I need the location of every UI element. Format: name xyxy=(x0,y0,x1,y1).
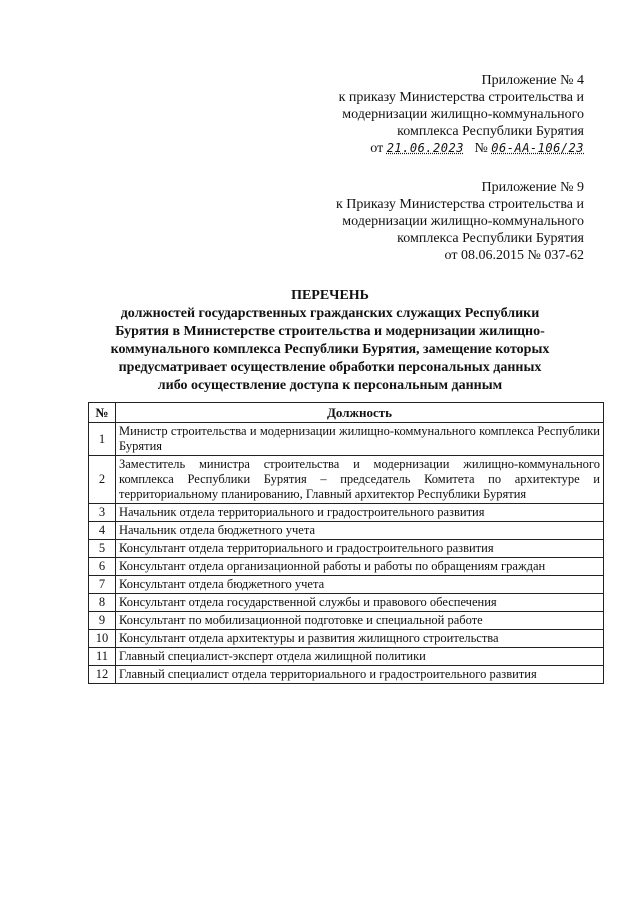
table-row xyxy=(89,630,604,648)
row-position: Заместитель министра строительства и модернизации жилищно-коммунального комплекса Республики Бурятия – председатель Комитета по архитектуре и территориальному планированию, Главный архитектор Республики Бурятия xyxy=(116,456,604,504)
row-position: Главный специалист отдела территориального и градостроительного развития xyxy=(116,666,604,684)
row-number: 10 xyxy=(89,630,116,648)
row-number: 6 xyxy=(89,558,116,576)
appendix-current-line4: комплекса Республики Бурятия xyxy=(397,124,584,139)
appendix-original-line2: к Приказу Министерства строительства и xyxy=(335,197,584,212)
title-line2: Бурятия в Министерстве строительства и модернизации жилищно- xyxy=(115,324,545,339)
row-number: 11 xyxy=(89,648,116,666)
row-position: Консультант отдела архитектуры и развития жилищного строительства xyxy=(116,630,604,648)
table-row xyxy=(89,522,604,540)
row-position: Главный специалист-эксперт отдела жилищной политики xyxy=(116,648,604,666)
row-position: Начальник отдела территориального и градостроительного развития xyxy=(116,504,604,522)
table-row xyxy=(89,558,604,576)
document-title xyxy=(80,287,580,395)
title-line4: предусматривает осуществление обработки персональных данных xyxy=(118,360,542,375)
positions-table xyxy=(88,402,604,684)
table-row xyxy=(89,423,604,456)
row-number: 12 xyxy=(89,666,116,684)
title-main: ПЕРЕЧЕНЬ xyxy=(291,288,369,303)
row-position: Министр строительства и модернизации жилищно-коммунального комплекса Республики Бурятия xyxy=(116,423,604,456)
appendix-original-line3: модернизации жилищно-коммунального xyxy=(342,214,584,229)
appendix-original-line1: Приложение № 9 xyxy=(481,180,584,195)
title-line5: либо осуществление доступа к персональным данным xyxy=(157,378,503,393)
table-row xyxy=(89,648,604,666)
appendix-current-line1: Приложение № 4 xyxy=(481,73,584,88)
row-position: Консультант отдела бюджетного учета xyxy=(116,576,604,594)
table-row xyxy=(89,612,604,630)
row-number: 7 xyxy=(89,576,116,594)
table-row xyxy=(89,576,604,594)
row-position: Консультант отдела территориального и градостроительного развития xyxy=(116,540,604,558)
row-number: 5 xyxy=(89,540,116,558)
appendix-current-line3: модернизации жилищно-коммунального xyxy=(342,107,584,122)
appendix-original xyxy=(336,179,584,264)
appendix-current-date-line xyxy=(339,140,584,157)
table-row xyxy=(89,540,604,558)
handwritten-date: 21.06.2023 xyxy=(386,141,464,155)
row-position: Консультант по мобилизационной подготовке и специальной работе xyxy=(116,612,604,630)
row-number: 9 xyxy=(89,612,116,630)
row-number: 1 xyxy=(89,423,116,456)
appendix-current xyxy=(339,72,584,157)
appendix-original-line4: комплекса Республики Бурятия xyxy=(397,231,584,246)
table-row xyxy=(89,594,604,612)
row-number: 4 xyxy=(89,522,116,540)
header-number: № xyxy=(89,403,116,423)
row-position: Начальник отдела бюджетного учета xyxy=(116,522,604,540)
appendix-original-line5: от 08.06.2015 № 037-62 xyxy=(444,248,584,263)
row-number: 2 xyxy=(89,456,116,504)
table-header-row xyxy=(89,403,604,423)
table-row xyxy=(89,666,604,684)
row-number: 8 xyxy=(89,594,116,612)
appendix-current-line2: к приказу Министерства строительства и xyxy=(338,90,584,105)
handwritten-number: 06-АА-106/23 xyxy=(491,141,584,155)
row-number: 3 xyxy=(89,504,116,522)
row-position: Консультант отдела организационной работы и работы по обращениям граждан xyxy=(116,558,604,576)
number-prefix: № xyxy=(474,141,488,156)
date-prefix: от xyxy=(370,141,384,156)
title-line3: коммунального комплекса Республики Бурятия, замещение которых xyxy=(110,342,550,357)
header-position: Должность xyxy=(116,403,604,423)
row-position: Консультант отдела государственной службы и правового обеспечения xyxy=(116,594,604,612)
table-row xyxy=(89,504,604,522)
table-row xyxy=(89,456,604,504)
title-line1: должностей государственных гражданских служащих Республики xyxy=(120,306,540,321)
